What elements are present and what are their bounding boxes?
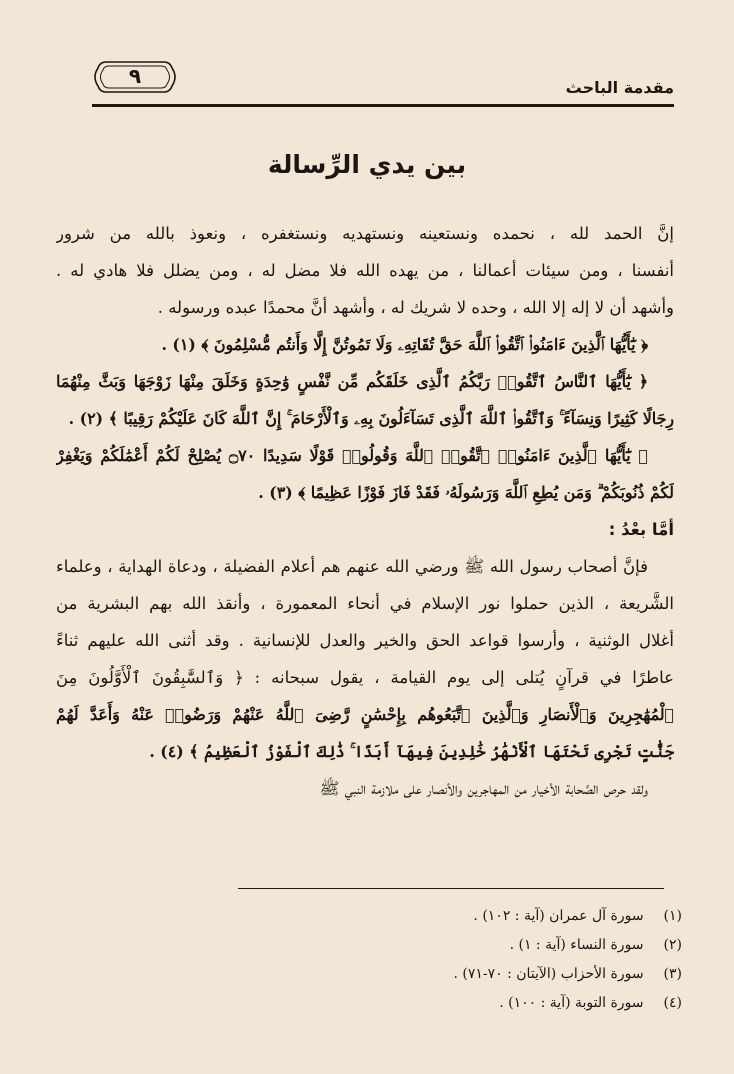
text-line: ولقد حرص الصَّحابة الأخيار من المهاجرين والأنصار على ملازمة النبي ﷺ <box>319 779 648 798</box>
running-title: مقدمة الباحث <box>565 78 674 97</box>
text-line: فإنَّ أصحاب رسول الله ﷺ ورضي الله عنهم هم أعلام الفضيلة ، ودعاة الهداية ، وعلماء <box>56 557 648 576</box>
footnote-text: سورة التوبة (آية : ١٠٠) . <box>499 995 644 1011</box>
text-line: أغلال الوثنية ، وأرسوا قواعد الحق والخير والعدل للإنسانية . وقد أثنى الله عليهم ثناءً <box>56 631 674 650</box>
header-rule <box>92 104 674 107</box>
footnote-number: (٣) <box>663 966 682 982</box>
quran-verse-line: ﴿ يَٰٓأَيُّهَا ٱلَّذِينَ ءَامَنُوا۟ ٱتَّقُوا۟ ٱللَّهَ وَقُولُوا۟ قَوْلًا سَدِيدًا ۝٧٠ يُصْلِحْ لَكُمْ أَعْمَٰلَكُمْ وَيَغْفِرْ <box>56 446 648 465</box>
footnote <box>82 902 682 931</box>
footnote <box>82 960 682 989</box>
text-line: إنَّ الحمد لله ، نحمده ونستعينه ونستهديه ونستغفره ، ونعوذ بالله من شرور <box>56 224 674 243</box>
quran-verse-line: جَنَّٰتٍ تَجْرِى تَحْتَهَا ٱلْأَنْهَٰرُ خَٰلِدِينَ فِيهَآ أَبَدًا ۚ ذَٰلِكَ ٱلْفَوْزُ ٱلْعَظِيمُ ﴾ (٤) . <box>149 742 674 761</box>
section-subheading: أمَّا بعْدُ : <box>608 520 674 539</box>
footnote-separator <box>238 888 664 889</box>
quran-verse-line: لَكُمْ ذُنُوبَكُمْ ۗ وَمَن يُطِعِ ٱللَّهَ وَرَسُولَهُۥ فَقَدْ فَازَ فَوْزًا عَظِيمًا ﴾ (٣) . <box>258 483 674 502</box>
footnote-number: (٤) <box>663 995 682 1011</box>
page-number: ٩ <box>128 64 142 88</box>
footnote-text: سورة الأحزاب (الآيتان : ٧٠-٧١) . <box>453 966 644 982</box>
quran-verse-line: ٱلْمُهَٰجِرِينَ وَٱلْأَنصَارِ وَٱلَّذِينَ ٱتَّبَعُوهُم بِإِحْسَٰنٍ رَّضِىَ ٱللَّهُ عَنْهُمْ وَرَضُوا۟ عَنْهُ وَأَعَدَّ لَهُمْ <box>56 705 674 724</box>
footnotes <box>82 902 682 1018</box>
quran-verse-line: رِجَالًا كَثِيرًا وَنِسَآءً ۚ وَٱتَّقُوا۟ ٱللَّهَ ٱلَّذِى تَسَآءَلُونَ بِهِۦ وَٱلْأَرْحَامَ ۚ إِنَّ ٱللَّهَ كَانَ عَلَيْكُمْ رَقِيبًا ﴾ (٢) . <box>68 409 674 428</box>
footnote-text: سورة النساء (آية : ١) . <box>509 937 644 953</box>
chapter-heading: بين يدي الرِّسالة <box>267 150 467 179</box>
quran-verse-line: ﴿ يَٰٓأَيُّهَا ٱلَّذِينَ ءَامَنُوا۟ ٱتَّقُوا۟ ٱللَّهَ حَقَّ تُقَاتِهِۦ وَلَا تَمُوتُنَّ إِلَّا وَأَنتُم مُّسْلِمُونَ ﴾ (١) . <box>161 335 648 354</box>
footnote-number: (١) <box>663 908 682 924</box>
footnote-text: سورة آل عمران (آية : ١٠٢) . <box>473 908 644 924</box>
footnote <box>82 989 682 1018</box>
text-line: عاطرًا في قرآنٍ يُتلى إلى يوم القيامة ، يقول سبحانه : ﴿ وَٱلسَّٰبِقُونَ ٱلْأَوَّلُونَ مِنَ <box>56 668 674 687</box>
footnote-number: (٢) <box>663 937 682 953</box>
quran-verse-line: ﴿ يَٰٓأَيُّهَا ٱلنَّاسُ ٱتَّقُوا۟ رَبَّكُمُ ٱلَّذِى خَلَقَكُم مِّن نَّفْسٍ وَٰحِدَةٍ وَخَلَقَ مِنْهَا زَوْجَهَا وَبَثَّ مِنْهُمَا <box>56 372 648 391</box>
page-number-badge <box>92 58 178 96</box>
text-line: أنفسنا ، ومن سيئات أعمالنا ، من يهده الله فلا مضل له ، ومن يضلل فلا هادي له . <box>56 261 674 280</box>
text-line: الشَّريعة ، الذين حملوا نور الإسلام في أنحاء المعمورة ، وأنقذ الله بهم البشرية من <box>56 594 674 613</box>
text-line: وأشهد أن لا إله إلا الله ، وحده لا شريك له ، وأشهد أنَّ محمدًا عبده ورسوله . <box>157 298 674 317</box>
body-text <box>56 215 674 807</box>
footnote <box>82 931 682 960</box>
page-header <box>92 58 674 98</box>
